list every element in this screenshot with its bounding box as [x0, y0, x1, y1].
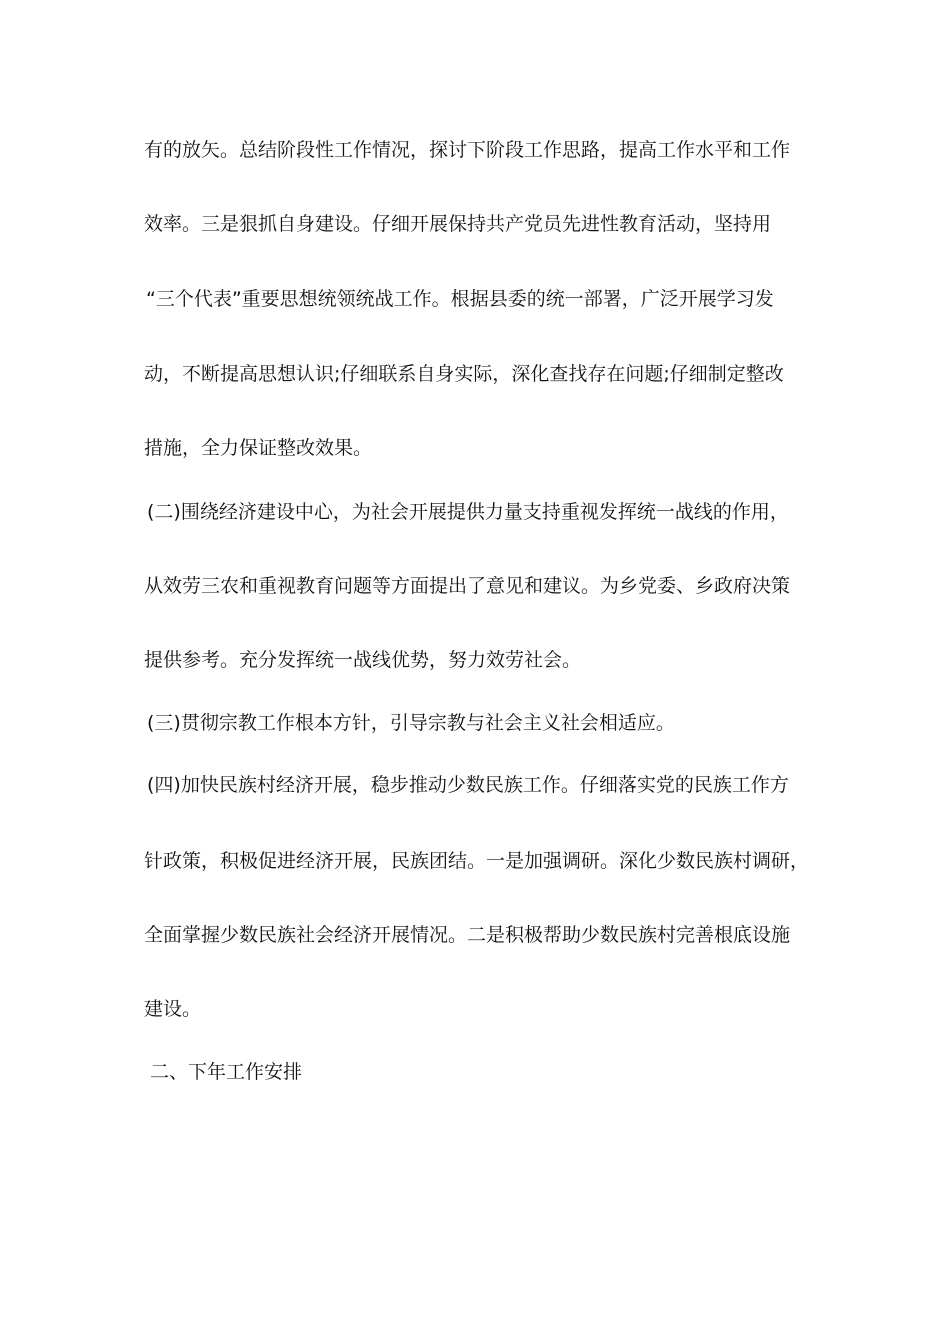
paragraph-line: 效率。三是狠抓自身建设。仔细开展保持共产党员先进性教育活动，坚持用 [144, 213, 772, 235]
paragraph-line: “三个代表”重要思想统领统战工作。根据县委的统一部署，广泛开展学习发 [146, 288, 774, 310]
paragraph-line: 提供参考。充分发挥统一战线优势，努力效劳社会。 [144, 649, 582, 671]
section-heading: 二、下年工作安排 [150, 1061, 303, 1083]
paragraph-line: 建设。 [144, 998, 202, 1020]
paragraph-line: 全面掌握少数民族社会经济开展情况。二是积极帮助少数民族村完善根底设施 [144, 924, 791, 946]
paragraph-line: 措施，全力保证整改效果。 [144, 437, 373, 459]
section-item-3: (三)贯彻宗教工作根本方针，引导宗教与社会主义社会相适应。 [147, 712, 675, 734]
paragraph-line: 动，不断提高思想认识;仔细联系自身实际，深化查找存在问题;仔细制定整改 [144, 363, 784, 385]
section-item-4: (四)加快民族村经济开展，稳步推动少数民族工作。仔细落实党的民族工作方 [147, 774, 789, 796]
paragraph-line: 从效劳三农和重视教育问题等方面提出了意见和建议。为乡党委、乡政府决策 [144, 575, 791, 597]
paragraph-line: 有的放矢。总结阶段性工作情况，探讨下阶段工作思路，提高工作水平和工作 [144, 139, 791, 161]
paragraph-line: 针政策，积极促进经济开展，民族团结。一是加强调研。深化少数民族村调研， [144, 850, 810, 872]
section-item-2: (二)围绕经济建设中心，为社会开展提供力量支持重视发挥统一战线的作用， [147, 501, 789, 523]
